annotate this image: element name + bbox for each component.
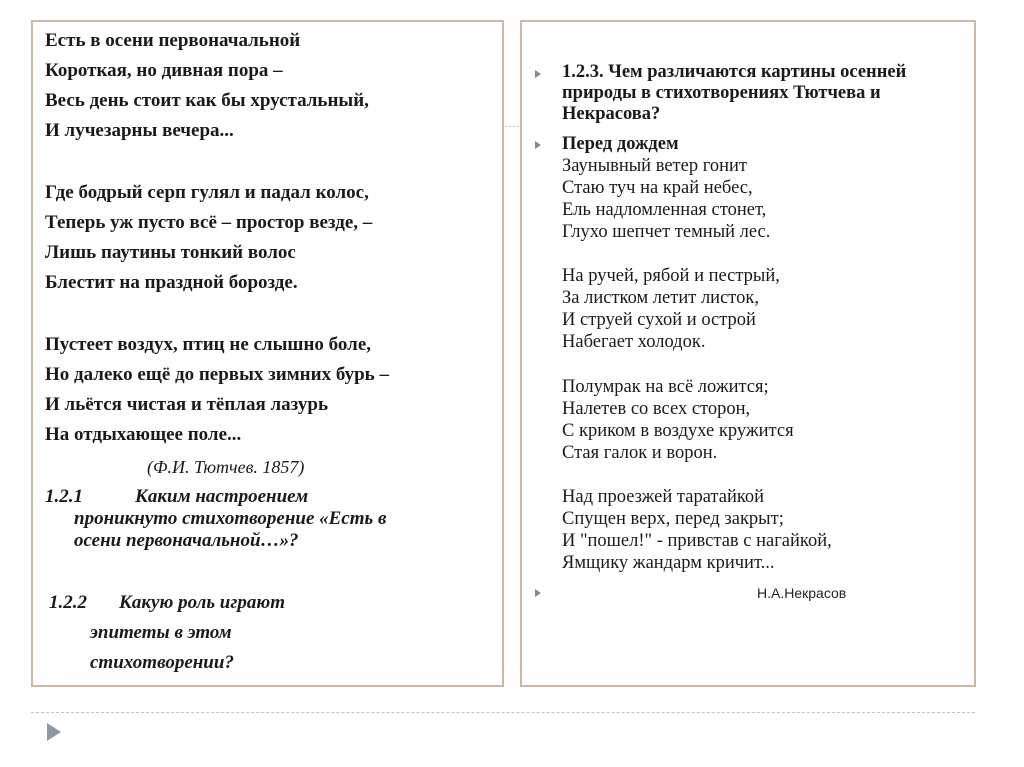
poem-line: За листком летит листок, (562, 288, 759, 308)
poem-line: Заунывный ветер гонит (562, 156, 747, 176)
question-1-text: проникнуто стихотворение «Есть в (74, 508, 387, 529)
question-2-text: Какую роль играют (119, 592, 286, 613)
tyutchev-poem-panel (31, 20, 504, 687)
next-slide-arrow-icon[interactable] (47, 723, 61, 741)
poem-line: И струей сухой и острой (562, 310, 756, 330)
bullet-arrow-icon (535, 589, 541, 597)
poem-line: Весь день стоит как бы хрустальный, (45, 90, 369, 111)
poem-line: Налетев со всех сторон, (562, 399, 751, 419)
poem-line: Ямщику жандарм кричит... (562, 553, 775, 573)
bullet-arrow-icon (535, 141, 541, 149)
poem-line: Спущен верх, перед закрыт; (562, 509, 784, 529)
poem-line: Ель надломленная стонет, (562, 200, 767, 220)
poem-line: Лишь паутины тонкий волос (45, 242, 296, 263)
poem-title: Перед дождем (562, 134, 679, 154)
poem-line: И лучезарны вечера... (45, 120, 234, 141)
poem-line: Стая галок и ворон. (562, 443, 718, 463)
bullet-arrow-icon (535, 70, 541, 78)
question-1-text: осени первоначальной…»? (74, 530, 299, 551)
poem-line: Пустеет воздух, птиц не слышно боле, (45, 334, 372, 355)
poem-line: Над проезжей таратайкой (562, 487, 765, 507)
poem-line: Блестит на праздной борозде. (45, 272, 298, 293)
poem-line: Где бодрый серп гулял и падал колос, (45, 182, 369, 203)
slide-divider (31, 712, 975, 713)
question-1-text: Каким настроением (135, 486, 309, 507)
poem-line: Набегает холодок. (562, 332, 706, 352)
connector-dash (504, 126, 520, 127)
poem-line: Стаю туч на край небес, (562, 178, 753, 198)
poem-author: (Ф.И. Тютчев. 1857) (147, 457, 305, 477)
poem-line: Полумрак на всё ложится; (562, 377, 769, 397)
poem-line: Есть в осени первоначальной (45, 30, 301, 51)
question-2-number: 1.2.2 (49, 592, 87, 613)
question-2-text: стихотворении? (90, 652, 234, 673)
poem-line: С криком в воздухе кружится (562, 421, 794, 441)
nekrasov-poem-panel (520, 20, 976, 687)
question-3-text: 1.2.3. Чем различаются картины осенней природы в стихотворениях Тютчева и Некрасова? (562, 62, 907, 124)
poem-line: На отдыхающее поле... (45, 424, 242, 445)
poem-line: И "пошел!" - привстав с нагайкой, (562, 531, 832, 551)
poem-author: Н.А.Некрасов (757, 585, 847, 601)
poem-line: И льётся чистая и тёплая лазурь (45, 394, 328, 415)
poem-line: На ручей, рябой и пестрый, (562, 266, 780, 286)
poem-line: Короткая, но дивная пора – (45, 60, 283, 81)
poem-line: Теперь уж пусто всё – простор везде, – (45, 212, 373, 233)
poem-line: Глухо шепчет темный лес. (562, 222, 771, 242)
question-1-number: 1.2.1 (45, 486, 83, 507)
poem-line: Но далеко ещё до первых зимних бурь – (45, 364, 389, 385)
question-2-text: эпитеты в этом (90, 622, 232, 643)
